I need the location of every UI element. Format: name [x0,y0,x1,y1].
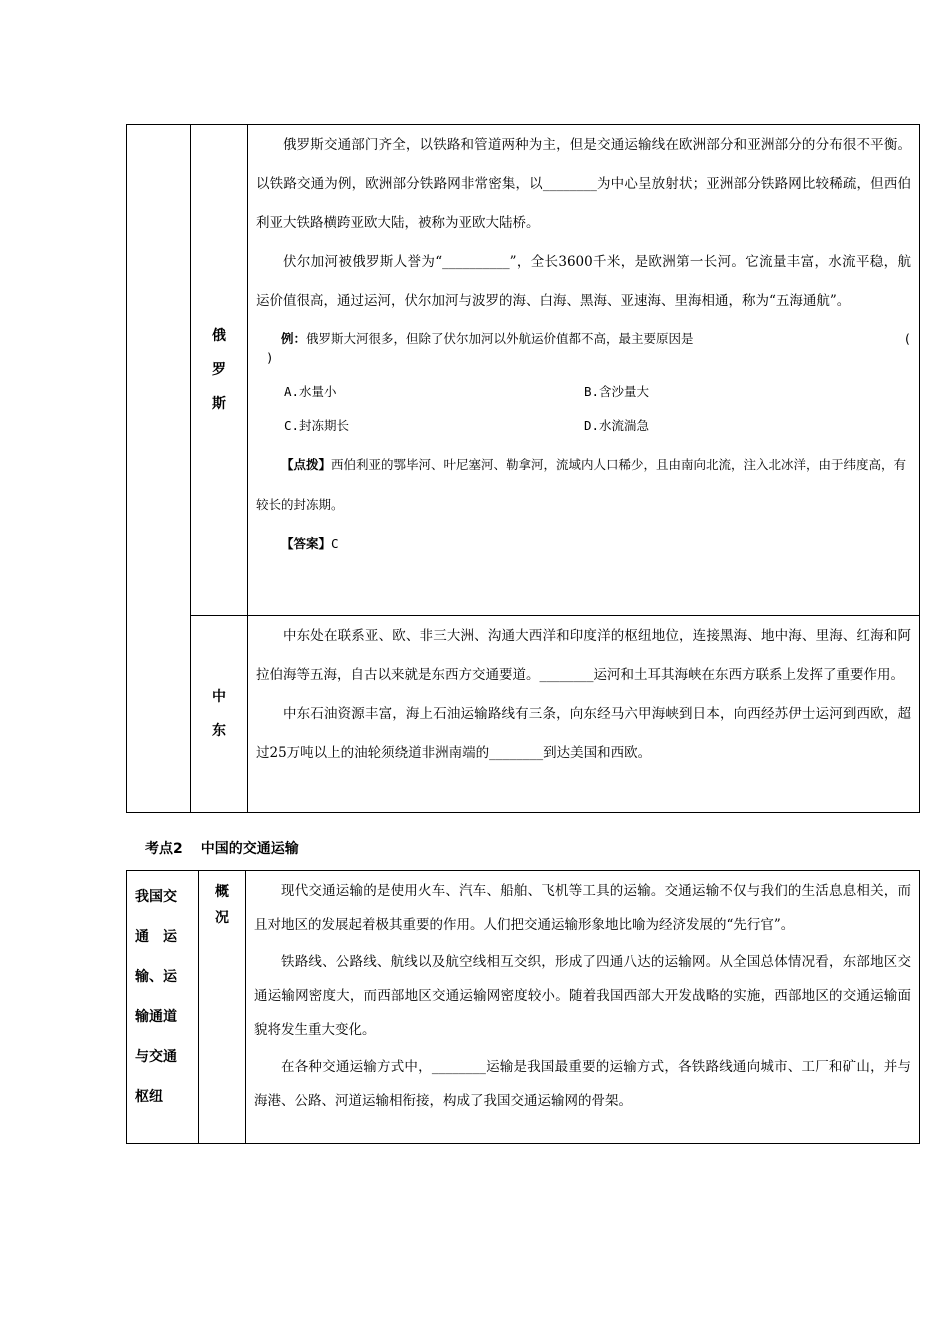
label-char: 罗 [212,362,226,378]
section-title: 中国的交通运输 [200,841,299,857]
paragraph: 现代交通运输的是使用火车、汽车、船舶、飞机等工具的运输。交通运输不仅与我们的生活息息相关，而且对地区的发展起着极其重要的作用。人们把交通运输形象地比喻为经济发展的“先行官”。 [254,883,911,933]
label-char: 东 [212,723,226,739]
answer-label: 【答案】 [281,536,332,551]
sub-label-char: 概 [215,884,229,900]
russia-middle-east-table [126,124,920,813]
option-c: C.封冻期长 [284,418,350,433]
overview-content [246,871,920,1144]
paragraph: 俄罗斯交通部门齐全，以铁路和管道两种为主，但是交通运输线在欧洲部分和亚洲部分的分布很不平衡。以铁路交通为例，欧洲部分铁路网非常密集，以________为中心呈放射状；亚洲部分铁路网比较稀疏，但西伯利亚大铁路横跨亚欧大陆，被称为亚欧大陆桥。 [256,137,911,231]
example-prefix: 例： [281,331,307,346]
label-char: 中 [212,689,226,705]
sub-label-char: 况 [215,910,229,926]
paren-close: ) [266,350,274,365]
row-label-line: 输通道 [135,1009,177,1025]
row-label-line: 我国交 [135,889,177,905]
label-char: 俄 [212,328,226,344]
empty-left-column [127,125,191,813]
option-a: A.水量小 [284,384,337,399]
hint-text: 西伯利亚的鄂毕河、叶尼塞河、勒拿河，流域内人口稀少，且由南向北流，注入北冰洋，由于纬度高，有较长的封冻期。 [256,457,907,512]
row-label [127,871,199,1144]
russia-label [191,125,248,616]
china-transport-table [126,870,920,1144]
row-label-line: 与交通 [135,1049,177,1065]
row-label-line: 输、运 [135,969,177,985]
section-number: 考点2 [145,841,183,857]
example-question-text: 俄罗斯大河很多，但除了伏尔加河以外航运价值都不高，最主要原因是 [306,331,694,346]
label-char: 斯 [212,396,226,412]
paragraph: 中东处在联系亚、欧、非三大洲、沟通大西洋和印度洋的枢纽地位，连接黑海、地中海、里海、红海和阿拉伯海等五海，自古以来就是东西方交通要道。________运河和土耳其海峡在东西方联系上发挥了重要作用。 [256,628,911,683]
option-d: D.水流湍急 [584,418,650,433]
paragraph: 伏尔加河被俄罗斯人誉为“__________”，全长3600千米，是欧洲第一长河。它流量丰富，水流平稳，航运价值很高，通过运河，伏尔加河与波罗的海、白海、黑海、亚速海、里海相通，称为“五海通航”。 [256,254,911,309]
paragraph: 中东石油资源丰富，海上石油运输路线有三条，向东经马六甲海峡到日本，向西经苏伊士运河到西欧，超过25万吨以上的油轮须绕道非洲南端的________到达美国和西欧。 [256,706,911,761]
russia-content [248,125,920,616]
answer-text: C [331,536,339,551]
options-row [256,409,911,443]
paren-open: ( [903,331,911,346]
answer [256,525,911,563]
middle-east-label [191,616,248,813]
paragraph: 在各种交通运输方式中，________运输是我国最重要的运输方式，各铁路线通向城市、工厂和矿山，并与海港、公路、河道运输相衔接，构成了我国交通运输网的骨架。 [254,1059,911,1109]
table-row [127,616,920,813]
hint-label: 【点拨】 [281,457,332,472]
option-b: B.含沙量大 [584,384,650,399]
example-question [256,321,911,357]
row-label-line: 枢纽 [135,1089,163,1105]
hint [256,445,911,525]
table-row [127,871,920,1144]
table-row [127,125,920,616]
section-heading [145,838,299,858]
options-row [256,375,911,409]
middle-east-content [248,616,920,813]
row-label-line: 通 运 [135,929,177,945]
sub-label [199,871,246,1144]
paragraph: 铁路线、公路线、航线以及航空线相互交织，形成了四通八达的运输网。从全国总体情况看，东部地区交通运输网密度大，而西部地区交通运输网密度较小。随着我国西部大开发战略的实施，西部地区的交通运输面貌将发生重大变化。 [254,954,911,1038]
example-block [256,321,911,563]
